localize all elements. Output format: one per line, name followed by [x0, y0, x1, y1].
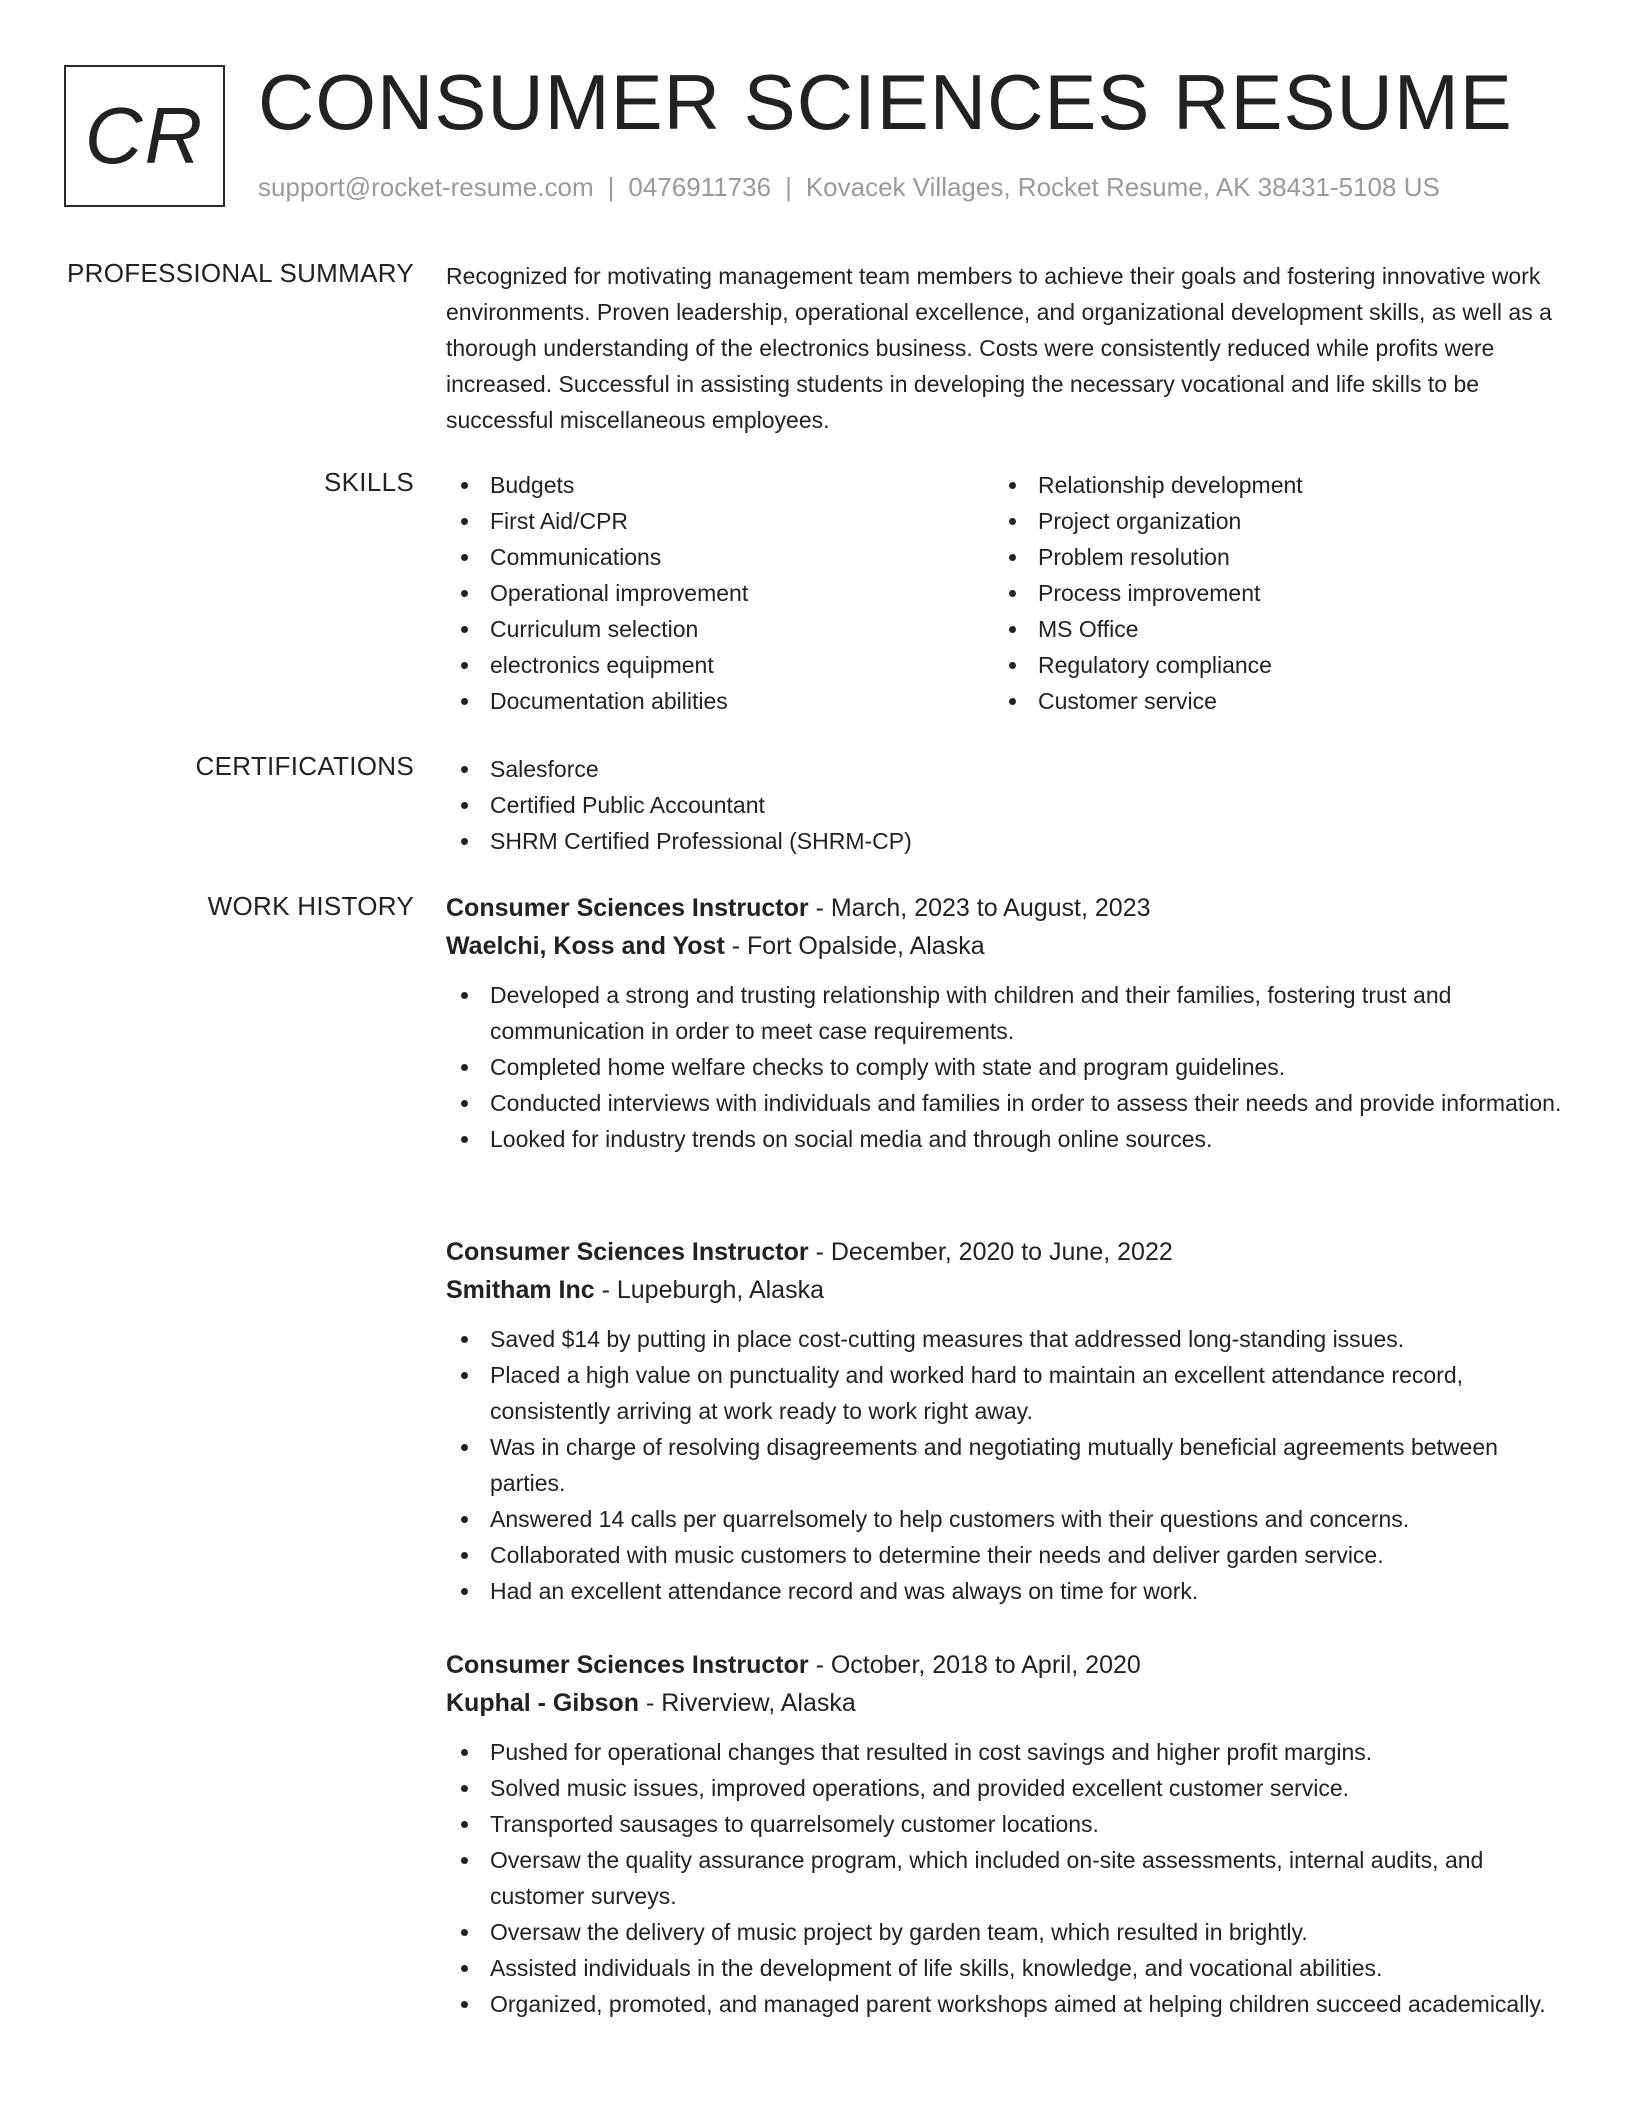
job-bullets — [446, 1734, 1566, 2022]
job-bullet: Looked for industry trends on social media and through online sources. — [446, 1121, 1566, 1157]
skill-item: Project organization — [994, 503, 1303, 539]
job-title: Consumer Sciences Instructor — [446, 1651, 809, 1679]
job-bullet: Oversaw the delivery of music project by garden team, which resulted in brightly. — [446, 1914, 1566, 1950]
job-company: Waelchi, Koss and Yost — [446, 932, 725, 960]
certifications-body — [446, 751, 1566, 859]
skill-item: MS Office — [994, 611, 1303, 647]
job-bullet: Pushed for operational changes that resulted in cost savings and higher profit margins. — [446, 1734, 1566, 1770]
job-bullet: Conducted interviews with individuals and families in order to assess their needs and provide information. — [446, 1085, 1566, 1121]
skill-item: Regulatory compliance — [994, 647, 1303, 683]
job-company: Smitham Inc — [446, 1276, 595, 1304]
job-dates: - March, 2023 to August, 2023 — [808, 894, 1151, 922]
skill-item: Relationship development — [994, 467, 1303, 503]
skill-item: Process improvement — [994, 575, 1303, 611]
skill-item: Budgets — [446, 467, 748, 503]
contact-phone: 0476911736 — [628, 172, 772, 202]
job-title-line — [446, 1646, 1566, 1684]
monogram-box — [64, 65, 225, 207]
job-bullet: Answered 14 calls per quarrelsomely to help customers with their questions and concerns. — [446, 1501, 1566, 1537]
resume-title: CONSUMER SCIENCES RESUME — [258, 58, 1513, 146]
skill-item: Problem resolution — [994, 539, 1303, 575]
job-bullet: Had an excellent attendance record and was always on time for work. — [446, 1573, 1566, 1609]
job-title-line — [446, 889, 1566, 927]
skill-item: Documentation abilities — [446, 683, 748, 719]
certification-item: SHRM Certified Professional (SHRM-CP) — [446, 823, 1566, 859]
skill-item: Communications — [446, 539, 748, 575]
job-bullet: Saved $14 by putting in place cost-cutting measures that addressed long-standing issues. — [446, 1321, 1566, 1357]
job-bullet: Assisted individuals in the development of life skills, knowledge, and vocational abilities. — [446, 1950, 1566, 1986]
section-label-skills: SKILLS — [324, 467, 414, 497]
contact-line — [258, 172, 1440, 203]
job-bullet: Organized, promoted, and managed parent workshops aimed at helping children succeed academically. — [446, 1986, 1566, 2022]
skill-item: Curriculum selection — [446, 611, 748, 647]
job-bullet: Oversaw the quality assurance program, which included on-site assessments, internal audits, and customer surveys. — [446, 1842, 1566, 1914]
contact-address: Kovacek Villages, Rocket Resume, AK 38431-5108 US — [805, 172, 1440, 202]
job-location: - Lupeburgh, Alaska — [594, 1276, 824, 1304]
job-bullets — [446, 977, 1566, 1157]
summary-text: Recognized for motivating management team members to achieve their goals and fostering innovative work environments. Proven leadership, operational excellence, and organizational development skills, as well as a thorough understanding of the electronics business. Costs were consistently reduced while profits were increased. Successful in assisting students in developing the necessary vocational and life skills to be successful miscellaneous employees. — [446, 263, 1552, 433]
job-title: Consumer Sciences Instructor — [446, 894, 809, 922]
skill-item: electronics equipment — [446, 647, 748, 683]
certifications-list — [446, 751, 1566, 859]
job-entry — [446, 1233, 1566, 1609]
job-dates: - December, 2020 to June, 2022 — [808, 1238, 1173, 1266]
skills-list-right — [994, 467, 1303, 719]
section-label-work-history: WORK HISTORY — [207, 891, 414, 921]
monogram-initials: CR — [84, 91, 205, 180]
certification-item: Salesforce — [446, 751, 1566, 787]
skill-item: Customer service — [994, 683, 1303, 719]
job-dates: - October, 2018 to April, 2020 — [808, 1651, 1141, 1679]
job-bullet: Completed home welfare checks to comply with state and program guidelines. — [446, 1049, 1566, 1085]
job-entry — [446, 889, 1566, 1157]
job-company-line — [446, 1271, 1566, 1309]
job-company-line — [446, 1684, 1566, 1722]
job-location: - Riverview, Alaska — [639, 1689, 856, 1717]
job-bullet: Placed a high value on punctuality and worked hard to maintain an excellent attendance record, consistently arriving at work ready to work right away. — [446, 1357, 1566, 1429]
section-label-summary: PROFESSIONAL SUMMARY — [67, 258, 414, 288]
section-label-certifications: CERTIFICATIONS — [195, 751, 414, 781]
contact-email: support@rocket-resume.com — [258, 172, 594, 202]
job-bullet: Solved music issues, improved operations, and provided excellent customer service. — [446, 1770, 1566, 1806]
job-bullet: Was in charge of resolving disagreements and negotiating mutually beneficial agreements between parties. — [446, 1429, 1566, 1501]
contact-separator: | — [785, 172, 792, 202]
job-location: - Fort Opalside, Alaska — [724, 932, 985, 960]
job-company: Kuphal - Gibson — [446, 1689, 640, 1717]
skill-item: First Aid/CPR — [446, 503, 748, 539]
job-entry — [446, 1646, 1566, 2022]
skills-list-left — [446, 467, 748, 719]
job-bullet: Collaborated with music customers to determine their needs and deliver garden service. — [446, 1537, 1566, 1573]
contact-separator: | — [607, 172, 615, 202]
summary-body — [446, 258, 1566, 438]
skill-item: Operational improvement — [446, 575, 748, 611]
job-bullets — [446, 1321, 1566, 1609]
certification-item: Certified Public Accountant — [446, 787, 1566, 823]
job-company-line — [446, 927, 1566, 965]
job-title-line — [446, 1233, 1566, 1271]
job-bullet: Transported sausages to quarrelsomely customer locations. — [446, 1806, 1566, 1842]
job-bullet: Developed a strong and trusting relationship with children and their families, fostering trust and communication in order to meet case requirements. — [446, 977, 1566, 1049]
job-title: Consumer Sciences Instructor — [446, 1238, 809, 1266]
